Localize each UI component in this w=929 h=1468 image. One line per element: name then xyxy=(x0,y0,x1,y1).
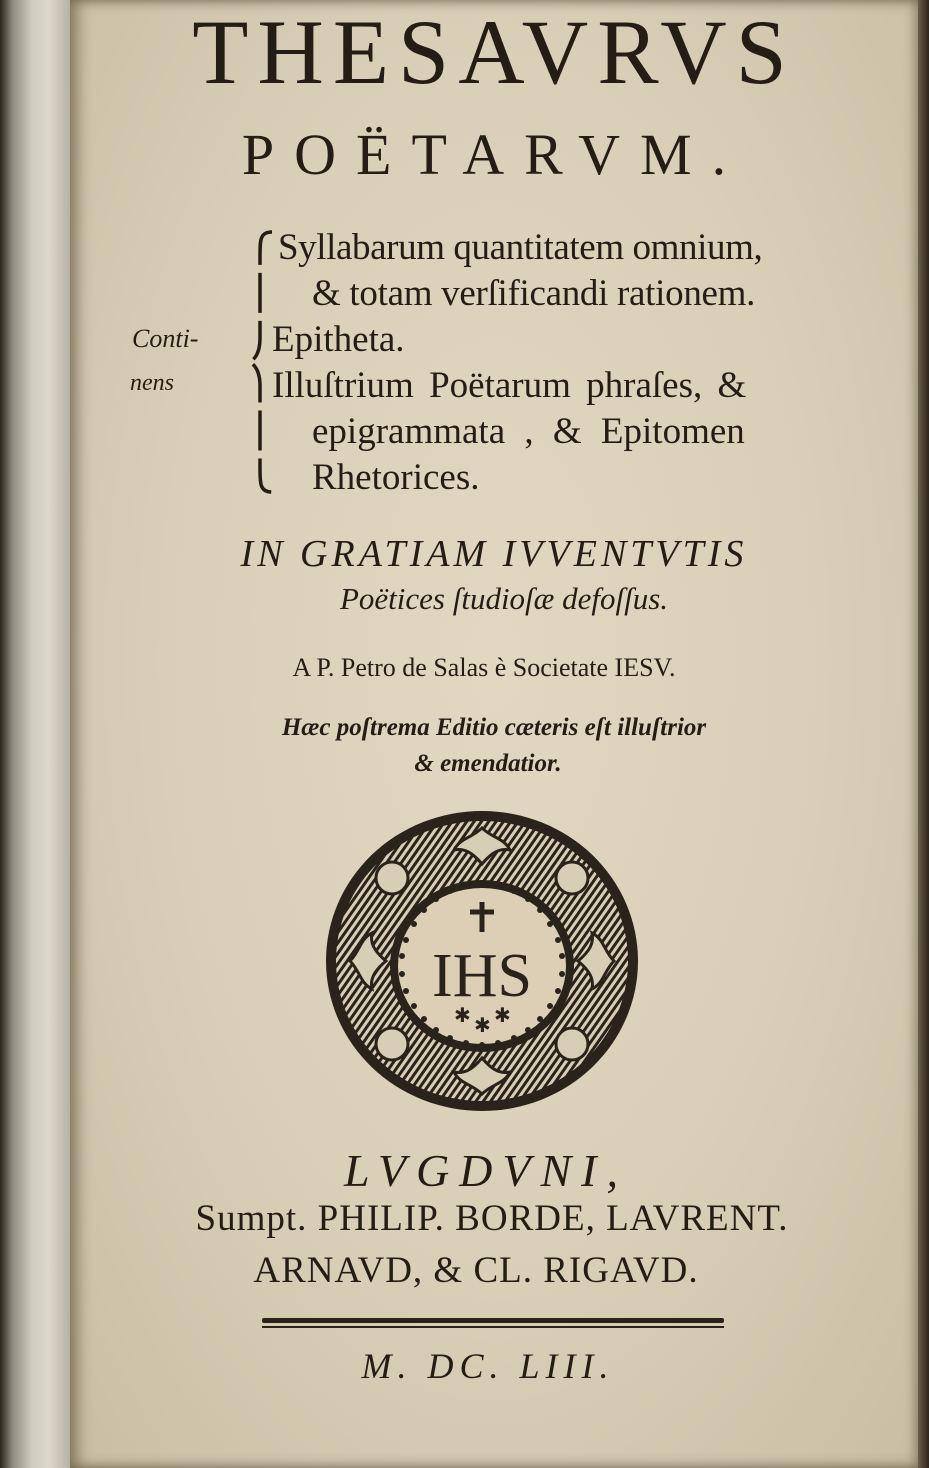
imprint-publishers-line1: Sumpt. PHILIP. BORDE, LAVRENT. xyxy=(195,1198,789,1239)
seal-monogram: IHS xyxy=(432,942,532,1010)
main-title: THESAVRVS xyxy=(192,1,796,103)
page-right-edge xyxy=(918,0,929,1468)
contents-item: Illuſtrium Poëtarum phraſes, & xyxy=(272,365,747,406)
contents-item: Epitheta. xyxy=(272,319,405,360)
contents-item: Rhetorices. xyxy=(312,457,480,498)
contents-label-line2: nens xyxy=(130,370,174,396)
edition-note-line1: Hæc poſtrema Editio cæteris eſt illuſtrior xyxy=(281,714,707,741)
dedication-line1: IN GRATIAM IVVENTVTIS xyxy=(240,533,748,575)
decorative-rule-thin xyxy=(262,1326,724,1328)
imprint-publishers-line2: ARNAVD, & CL. RIGAVD. xyxy=(253,1250,699,1291)
ihs-seal-icon xyxy=(322,806,642,1116)
title-page xyxy=(70,0,918,1468)
imprint-city: LVGDVNI, xyxy=(343,1145,628,1196)
decorative-rule xyxy=(262,1318,724,1323)
curly-brace-icon xyxy=(248,226,278,498)
dedication-line2: Poëtices ſtudioſæ defoſſus. xyxy=(339,581,669,616)
svg-text:✱: ✱ xyxy=(494,1003,511,1027)
contents-label-line1: Conti- xyxy=(132,324,199,353)
author-line: A P. Petro de Salas è Societate IESV. xyxy=(292,653,676,682)
svg-text:✱: ✱ xyxy=(454,1003,471,1027)
contents-item: epigrammata , & Epitomen xyxy=(312,411,745,452)
contents-item: & totam verſificandi rationem. xyxy=(312,273,756,314)
subtitle: POËTARVM. xyxy=(241,122,747,187)
publication-year: M. DC. LIII. xyxy=(361,1346,615,1386)
contents-item: Syllabarum quantitatem omnium, xyxy=(278,227,763,268)
edition-note-line2: & emendatior. xyxy=(414,750,562,777)
svg-text:✱: ✱ xyxy=(474,1013,491,1037)
